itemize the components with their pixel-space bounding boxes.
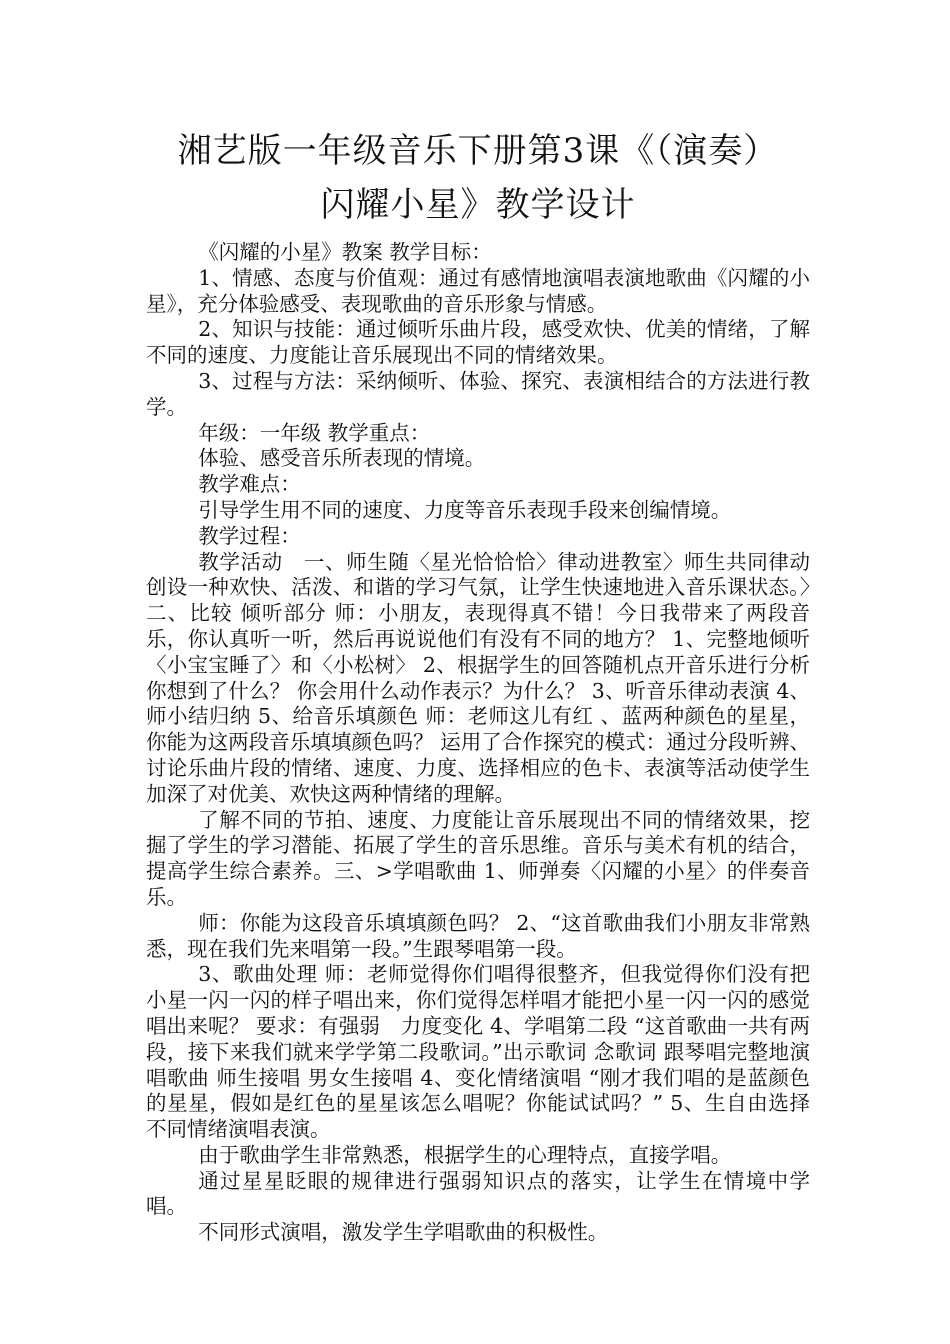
paragraph-activity-1: 教学活动 一、师生随〈星光恰恰恰〉律动进教室〉师生共同律动创设一种欢快、活泼、和谐的学习气氛，让学生快速地进入音乐课状态。〉二、比较 倾听部分 师：小朋友，表现得真不错！今日我带来了两段音乐，你认真听一听，然后再说说他们有没有不同的地方？ 1、完整地倾听〈小宝宝睡了〉和〈小松树〉 2、根据学生的回答随机点开音乐进行分析 你想到了什么？ 你会用什么动作表示？为什么？ 3、听音乐律动表演 4、师小结归纳 5、给音乐填颜色 师：老师这儿有红 、蓝两种颜色的星星，你能为这两段音乐填填颜色吗？ 运用了合作探究的模式：通过分段听辨、讨论乐曲片段的情绪、速度、力度、选择相应的色卡、表演等活动使学生加深了对优美、欢快这两种情绪的理解。 (146, 549, 810, 806)
paragraph-note-1: 由于歌曲学生非常熟悉，根据学生的心理特点，直接学唱。 (198, 1142, 732, 1167)
paragraph-focus-content: 体验、感受音乐所表现的情境。 (198, 446, 486, 471)
paragraph-activity-4: 3、歌曲处理 师：老师觉得你们唱得很整齐，但我觉得你们没有把小星一闪一闪的样子唱出来，你们觉得怎样唱才能把小星一闪一闪的感觉唱出来呢？ 要求：有强弱 力度变化 4、学唱第二段 “这首歌曲一共有两段，接下来我们就来学学第二段歌词。”出示歌词 念歌词 跟琴唱完整地演唱歌曲 师生接唱 男女生接唱 4、变化情绪演唱 “刚才我们唱的是蓝颜色的星星，假如是红色的星星该怎么唱呢？你能试试吗？” 5、生自由选择不同情绪演唱表演。 (146, 962, 810, 1142)
paragraph-difficulty-content: 引导学生用不同的速度、力度等音乐表现手段来创编情境。 (198, 497, 732, 522)
title-line-1: 湘艺版一年级音乐下册第3课《（演奏） (177, 131, 779, 171)
paragraph-activity-3: 师：你能为这段音乐填填颜色吗？ 2、“这首歌曲我们小朋友非常熟悉，现在我们先来唱第一段。”生跟琴唱第一段。 (146, 910, 810, 961)
paragraph-note-2: 通过星星眨眼的规律进行强弱知识点的落实，让学生在情境中学唱。 (146, 1168, 810, 1219)
title-line-2: 闪耀小星》教学设计 (320, 185, 636, 225)
document-body (146, 240, 810, 1246)
paragraph-process-heading: 教学过程： (198, 523, 301, 548)
paragraph-objective-3: 3、过程与方法：采纳倾听、体验、探究、表演相结合的方法进行教学。 (146, 368, 810, 419)
paragraph-difficulty-heading: 教学难点： (198, 472, 301, 497)
document-title (146, 126, 810, 230)
paragraph-note-3: 不同形式演唱，激发学生学唱歌曲的积极性。 (198, 1220, 609, 1245)
paragraph-activity-2: 了解不同的节拍、速度、力度能让音乐展现出不同的情绪效果，挖掘了学生的学习潜能、拓展了学生的音乐思维。音乐与美术有机的结合，提高学生综合素养。三、>学唱歌曲 1、师弹奏〈闪耀的小星〉的伴奏音乐。 (146, 807, 810, 909)
document-page (146, 126, 810, 1246)
paragraph-grade-focus: 年级：一年级 教学重点： (198, 420, 431, 445)
paragraph-objective-1: 1、情感、态度与价值观：通过有感情地演唱表演地歌曲《闪耀的小星》，充分体验感受、表现歌曲的音乐形象与情感。 (146, 265, 810, 316)
paragraph-objective-2: 2、知识与技能：通过倾听乐曲片段，感受欢快、优美的情绪，了解不同的速度、力度能让音乐展现出不同的情绪效果。 (146, 317, 810, 368)
paragraph-objectives-heading: 《闪耀的小星》教案 教学目标： (198, 240, 492, 264)
